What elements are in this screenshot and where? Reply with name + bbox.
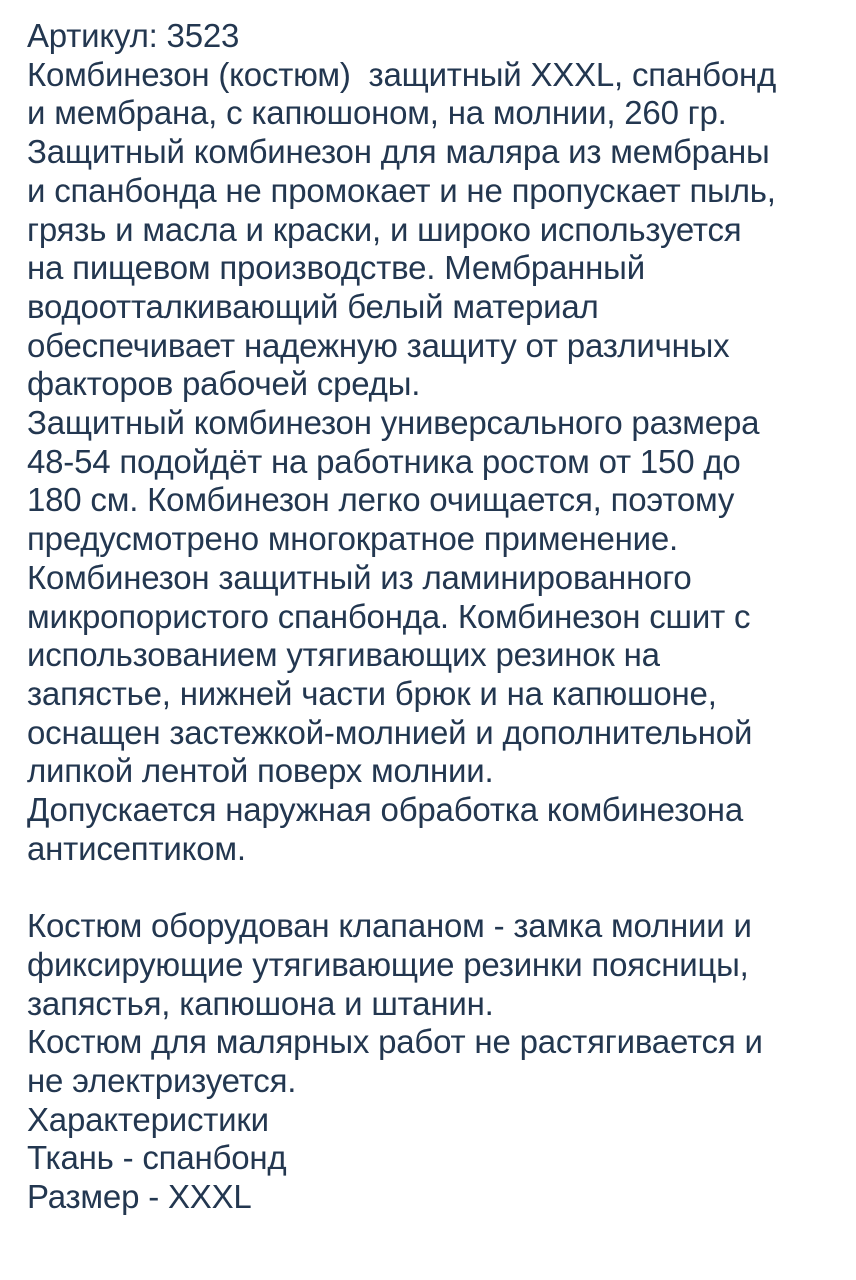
text-line: фиксирующие утягивающие резинки поясницы, xyxy=(27,945,749,983)
text-line: Костюм для малярных работ не растягивается и xyxy=(27,1023,763,1061)
text-line: запястья, капюшона и штанин. xyxy=(27,984,494,1022)
text-line: и спанбонда не промокает и не пропускает пыль, xyxy=(27,171,776,209)
text-line: на пищевом производстве. Мембранный xyxy=(27,249,645,287)
text-line: Размер - XXXL xyxy=(27,1178,252,1216)
text-line: Артикул: 3523 xyxy=(27,17,240,54)
text-line: Защитный комбинезон универсального размера xyxy=(27,404,760,442)
text-line: факторов рабочей среды. xyxy=(27,365,421,403)
text-line: 180 см. Комбинезон легко очищается, поэтому xyxy=(27,481,735,519)
text-line: Защитный комбинезон для маляра из мембраны xyxy=(27,133,770,171)
text-line: не электризуется. xyxy=(27,1061,297,1099)
text-line: Комбинезон защитный из ламинированного xyxy=(27,558,692,596)
text-line: антисептиком. xyxy=(27,829,246,867)
text-line: водоотталкивающий белый материал xyxy=(27,287,599,325)
text-line: Ткань - спанбонд xyxy=(27,1139,287,1177)
text-line: обеспечивает надежную защиту от различных xyxy=(27,326,730,364)
text-line: запястье, нижней части брюк и на капюшоне, xyxy=(27,674,717,712)
text-line: и мембрана, с капюшоном, на молнии, 260 гр. xyxy=(27,94,727,132)
text-line: липкой лентой поверх молнии. xyxy=(27,752,494,790)
blank-line xyxy=(27,868,836,907)
text-line: оснащен застежкой-молнией и дополнительной xyxy=(27,713,753,751)
text-line: использованием утягивающих резинок на xyxy=(27,636,660,674)
text-line: 48-54 подойдёт на работника ростом от 150 до xyxy=(27,442,741,480)
text-line: предусмотрено многократное применение. xyxy=(27,520,679,558)
text-line: Характеристики xyxy=(27,1100,269,1138)
text-line: грязь и масла и краски, и широко используется xyxy=(27,210,742,248)
text-line: Комбинезон (костюм) защитный XXXL, спанбонд xyxy=(27,55,777,93)
text-line: микропористого спанбонда. Комбинезон сшит с xyxy=(27,597,751,635)
text-line: Костюм оборудован клапаном - замка молнии и xyxy=(27,907,752,945)
text-line: Допускается наружная обработка комбинезона xyxy=(27,791,743,829)
